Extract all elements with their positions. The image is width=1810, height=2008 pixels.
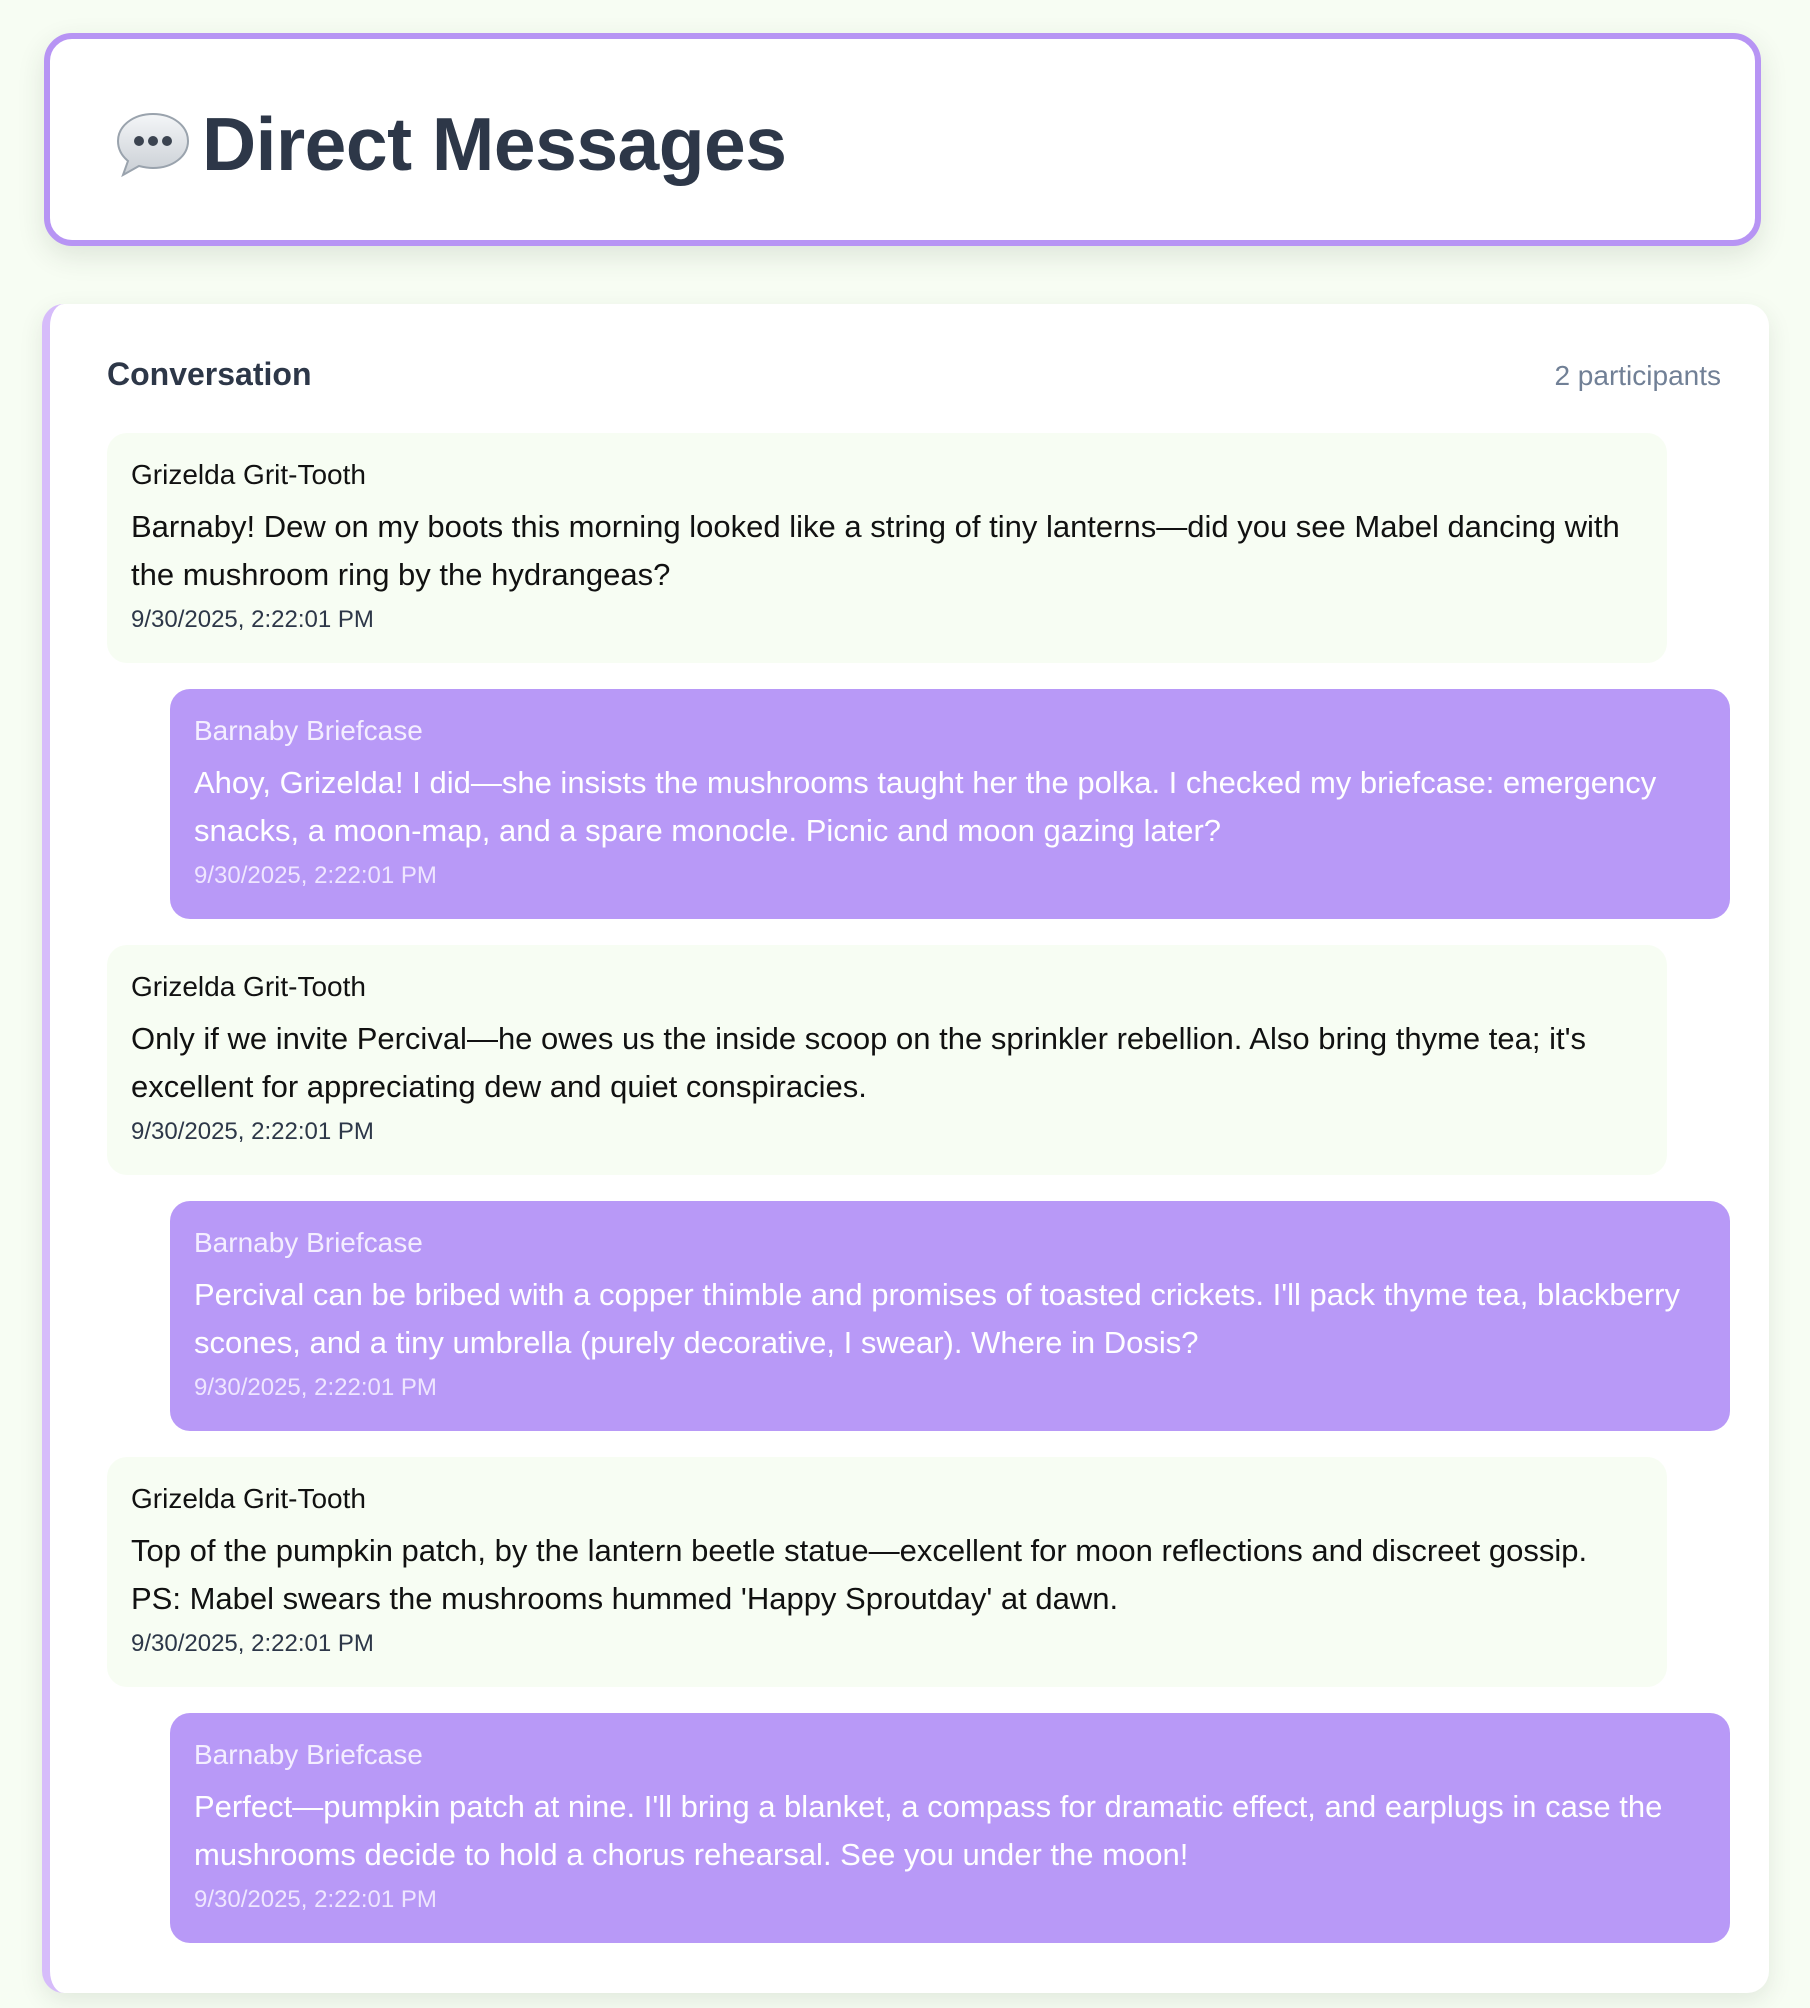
message-timestamp: 9/30/2025, 2:22:01 PM <box>194 1374 437 1401</box>
conversation-panel <box>42 304 1769 1993</box>
message-text: Barnaby! Dew on my boots this morning looked like a string of tiny lanterns—did you see Mabel dancing with the mushroom ring by the hydrangeas? <box>131 509 1620 592</box>
message-sender: Grizelda Grit-Tooth <box>131 459 366 490</box>
page-title <box>114 101 786 187</box>
message-sender: Grizelda Grit-Tooth <box>131 1483 366 1514</box>
message-sender: Barnaby Briefcase <box>194 715 423 746</box>
page-title-text: Direct Messages <box>202 102 787 186</box>
message-text: Top of the pumpkin patch, by the lantern beetle statue—excellent for moon reflections and discreet gossip. PS: Mabel swears the mushrooms hummed 'Happy Sproutday' at dawn. <box>131 1533 1588 1616</box>
message-sender: Barnaby Briefcase <box>194 1227 423 1258</box>
message-incoming <box>107 945 1667 1175</box>
message-text: Only if we invite Percival—he owes us the inside scoop on the sprinkler rebellion. Also bring thyme tea; it's excellent for appreciating dew and quiet conspiracies. <box>131 1021 1587 1104</box>
message-timestamp: 9/30/2025, 2:22:01 PM <box>194 1886 437 1913</box>
message-outgoing <box>170 1713 1730 1943</box>
message-timestamp: 9/30/2025, 2:22:01 PM <box>131 1118 374 1145</box>
message-timestamp: 9/30/2025, 2:22:01 PM <box>131 606 374 633</box>
message-text: Perfect—pumpkin patch at nine. I'll bring a blanket, a compass for dramatic effect, and earplugs in case the mushrooms decide to hold a chorus rehearsal. See you under the moon! <box>194 1789 1663 1872</box>
message-sender: Grizelda Grit-Tooth <box>131 971 366 1002</box>
message-timestamp: 9/30/2025, 2:22:01 PM <box>194 862 437 889</box>
message-incoming <box>107 1457 1667 1687</box>
message-outgoing <box>170 689 1730 919</box>
message-text: Percival can be bribed with a copper thimble and promises of toasted crickets. I'll pack thyme tea, blackberry scones, and a tiny umbrella (purely decorative, I swear). Where in Dosis? <box>194 1277 1681 1360</box>
speech-bubble-icon <box>114 108 192 180</box>
message-timestamp: 9/30/2025, 2:22:01 PM <box>131 1630 374 1657</box>
conversation-title: Conversation <box>107 356 312 392</box>
message-incoming <box>107 433 1667 663</box>
message-sender: Barnaby Briefcase <box>194 1739 423 1770</box>
header-card <box>44 33 1761 246</box>
participants-count: 2 participants <box>1554 360 1721 391</box>
message-outgoing <box>170 1201 1730 1431</box>
message-text: Ahoy, Grizelda! I did—she insists the mushrooms taught her the polka. I checked my briefcase: emergency snacks, a moon-map, and a spare monocle. Picnic and moon gazing later? <box>194 765 1657 848</box>
